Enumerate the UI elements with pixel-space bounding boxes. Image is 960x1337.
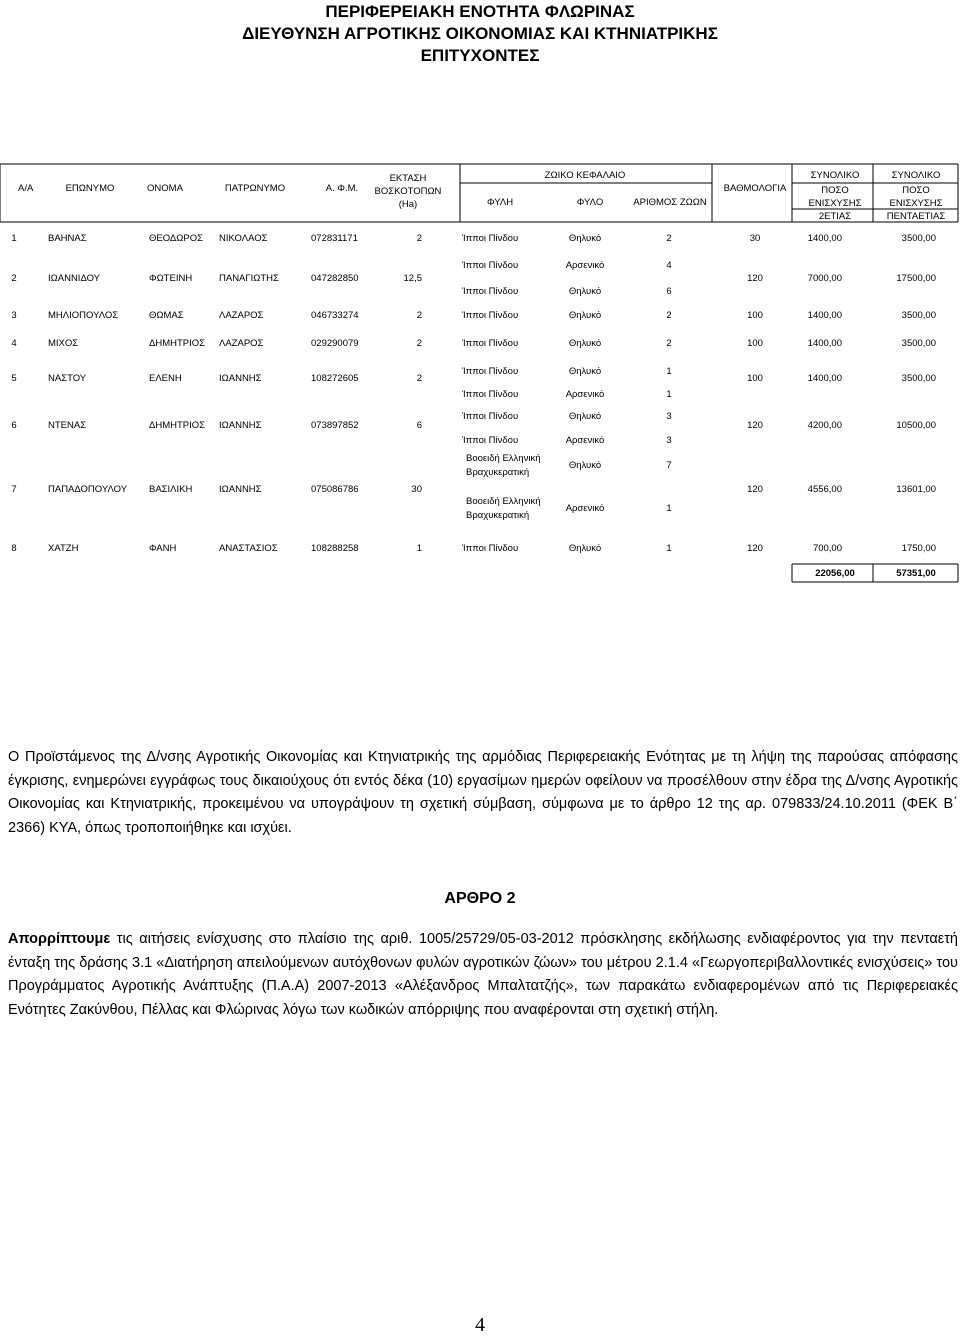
total-2year-cell: 1400,00 — [807, 310, 842, 321]
col-sex-header: ΦΥΛΟ — [576, 197, 604, 208]
surname-cell: ΠΑΠΑΔΟΠΟΥΛΟΥ — [48, 484, 128, 495]
total-2year-cell: 1400,00 — [807, 338, 842, 349]
approval-paragraph: Ο Προϊστάμενος της Δ/νσης Αγροτικής Οικονομίας και Κτηνιατρικής της αρμόδιας Περιφερειακής Ενότητας με τη λήψη της παρούσας απόφασης έγκρισης, ενημερώνει εγγράφως τους δικαιούχους ότι εντός δέκα (10) εργασίμων ημερών οφείλουν να προσέλθουν στην έδρα της Δ/νσης Αγροτικής Οικονομίας και Κτηνιατρικής, προκειμένου να υπογράψουν τη σχετική σύμβαση, σύμφωνα με το άρθρο 12 της αρ. 079833/24.10.2011 (ΦΕΚ Β΄ 2366) ΚΥΑ, όπως τροποποιήθηκε και ισχύει. — [8, 749, 958, 836]
sex-cell: Θηλυκό — [568, 310, 602, 321]
col-name-header: ΟΝΟΜΑ — [147, 183, 183, 194]
total-2year-cell: 1400,00 — [807, 373, 842, 384]
score-cell: 100 — [747, 373, 763, 384]
header-directorate: ΔΙΕΥΘΥΝΣΗ ΑΓΡΟΤΙΚΗΣ ΟΙΚΟΝΟΜΙΑΣ ΚΑΙ ΚΤΗΝΙΑΤΡΙΚΗΣ — [242, 24, 718, 43]
name-cell: ΒΑΣΙΛΙΚΗ — [149, 484, 193, 495]
name-cell: ΘΕΟΔΩΡΟΣ — [149, 233, 203, 244]
col-total5-header-1: ΣΥΝΟΛΙΚΟ — [891, 170, 941, 181]
score-cell: 30 — [749, 233, 761, 244]
surname-cell: ΧΑΤΖΗ — [48, 543, 79, 554]
father-cell: ΙΩΑΝΝΗΣ — [219, 484, 262, 495]
col-total2-header-4: 2ΕΤΙΑΣ — [818, 211, 852, 222]
afm-cell: 072831171 — [311, 233, 358, 244]
afm-cell: 046733274 — [311, 310, 359, 321]
col-afm-header: Α. Φ.Μ. — [325, 183, 359, 194]
father-cell: ΑΝΑΣΤΑΣΙΟΣ — [219, 543, 278, 554]
col-area-header-1: ΕΚΤΑΣΗ — [389, 173, 427, 184]
name-cell: ΦΩΤΕΙΝΗ — [149, 273, 193, 284]
col-total2-header-1: ΣΥΝΟΛΙΚΟ — [810, 170, 860, 181]
area-cell: 2 — [416, 233, 422, 244]
surname-cell: ΜΗΛΙΟΠΟΥΛΟΣ — [48, 310, 119, 321]
col-aa-header: Α/Α — [18, 183, 34, 194]
row-number: 3 — [11, 310, 17, 321]
sex-cell: Αρσενικό — [565, 503, 605, 514]
count-cell: 3 — [666, 411, 672, 422]
count-cell: 1 — [666, 503, 672, 514]
father-cell: ΙΩΑΝΝΗΣ — [219, 420, 262, 431]
sex-cell: Θηλυκό — [568, 338, 602, 349]
score-cell: 120 — [747, 484, 763, 495]
breed-cell: Βοοειδή Ελληνική — [466, 453, 541, 464]
total-5year-cell: 3500,00 — [901, 338, 936, 349]
area-cell: 6 — [416, 420, 422, 431]
row-number: 2 — [11, 273, 17, 284]
total-5year-cell: 3500,00 — [901, 310, 936, 321]
grand-total-2year: 22056,00 — [815, 568, 855, 579]
col-total5-header-3: ΕΝΙΣΧΥΣΗΣ — [889, 198, 943, 209]
header-successful: ΕΠΙΤΥΧΟΝΤΕΣ — [420, 46, 540, 65]
total-2year-cell: 1400,00 — [807, 233, 842, 244]
col-total2-header-3: ΕΝΙΣΧΥΣΗΣ — [808, 198, 862, 209]
col-area-header-3: (Ηa) — [398, 199, 418, 210]
area-cell: 12,5 — [403, 273, 422, 284]
total-5year-cell: 17500,00 — [896, 273, 936, 284]
sex-cell: Θηλυκό — [568, 286, 602, 297]
afm-cell: 108288258 — [311, 543, 359, 554]
afm-cell: 073897852 — [311, 420, 359, 431]
afm-cell: 108272605 — [311, 373, 359, 384]
afm-cell: 075086786 — [311, 484, 359, 495]
father-cell: ΛΑΖΑΡΟΣ — [219, 310, 264, 321]
name-cell: ΕΛΕΝΗ — [149, 373, 182, 384]
total-5year-cell: 13601,00 — [896, 484, 936, 495]
count-cell: 2 — [666, 310, 672, 321]
area-cell: 1 — [416, 543, 422, 554]
col-total2-header-2: ΠΟΣΟ — [821, 185, 849, 196]
rejection-text: τις αιτήσεις ενίσχυσης στο πλαίσιο της αριθ. 1005/25729/05-03-2012 πρόσκλησης εκδήλωσης ενδιαφέροντος για την πενταετή ένταξη της δράσης 3.1 «Διατήρηση απειλούμενων αυτόχθονων φυλών αγροτικών ζώων» του μέτρου 2.1.4 «Γεωργοπεριβαλλοντικές ενισχύσεις» του Προγράμματος Αγροτικής Ανάπτυξης (Π.Α.Α) 2007-2013 «Αλέξανδρος Μπαλτατζής», των παρακάτω ενδιαφερομένων από τις Περιφερειακές Ενότητες Ζακύνθου, Πέλλας και Φλώρινας λόγω των κωδικών απόρριψης που αναφέρονται στη σχετική στήλη. — [8, 931, 958, 1018]
table-body — [11, 233, 936, 554]
breed-cell: Ίπποι Πίνδου — [462, 260, 519, 271]
total-5year-cell: 10500,00 — [896, 420, 936, 431]
count-cell: 7 — [666, 460, 672, 471]
surname-cell: ΙΩΑΝΝΙΔΟΥ — [48, 273, 101, 284]
count-cell: 4 — [666, 260, 672, 271]
row-number: 5 — [11, 373, 17, 384]
sex-cell: Θηλυκό — [568, 543, 602, 554]
rejection-verb: Απορρίπτουμε — [8, 931, 111, 947]
col-total5-header-2: ΠΟΣΟ — [902, 185, 930, 196]
total-2year-cell: 700,00 — [812, 543, 842, 554]
grand-total-5year: 57351,00 — [896, 568, 936, 579]
col-area-header-2: ΒΟΣΚΟΤΟΠΩΝ — [374, 186, 442, 197]
total-2year-cell: 7000,00 — [807, 273, 842, 284]
breed-cell: Ίπποι Πίνδου — [462, 435, 519, 446]
count-cell: 2 — [666, 233, 672, 244]
total-2year-cell: 4200,00 — [807, 420, 842, 431]
area-cell: 2 — [416, 373, 422, 384]
afm-cell: 047282850 — [311, 273, 359, 284]
rejection-paragraph — [8, 928, 958, 1022]
breed-cell: Ίπποι Πίνδου — [462, 411, 519, 422]
sex-cell: Θηλυκό — [568, 366, 602, 377]
surname-cell: ΜΙΧΟΣ — [48, 338, 79, 349]
sex-cell: Αρσενικό — [565, 260, 605, 271]
father-cell: ΝΙΚΟΛΑΟΣ — [219, 233, 268, 244]
col-total5-header-4: ΠΕΝΤΑΕΤΙΑΣ — [886, 211, 946, 222]
breed-cell: Ίπποι Πίνδου — [462, 366, 519, 377]
col-father-header: ΠΑΤΡΩΝΥΜΟ — [224, 183, 286, 194]
count-cell: 6 — [666, 286, 672, 297]
area-cell: 2 — [416, 338, 422, 349]
count-cell: 3 — [666, 435, 672, 446]
father-cell: ΠΑΝΑΓΙΩΤΗΣ — [219, 273, 279, 284]
name-cell: ΦΑΝΗ — [149, 543, 177, 554]
breed-cell: Ίπποι Πίνδου — [462, 233, 519, 244]
father-cell: ΙΩΑΝΝΗΣ — [219, 373, 262, 384]
col-breed-header: ΦΥΛΗ — [486, 197, 514, 208]
col-score-header: ΒΑΘΜΟΛΟΓΙΑ — [723, 183, 787, 194]
breed-cell: Βραχυκερατική — [466, 510, 530, 521]
col-count-header: ΑΡΙΘΜΟΣ ΖΩΩΝ — [633, 197, 707, 208]
breed-cell: Βραχυκερατική — [466, 467, 530, 478]
total-2year-cell: 4556,00 — [807, 484, 842, 495]
score-cell: 100 — [747, 338, 763, 349]
sex-cell: Αρσενικό — [565, 389, 605, 400]
total-5year-cell: 3500,00 — [901, 233, 936, 244]
row-number: 6 — [11, 420, 17, 431]
breed-cell: Βοοειδή Ελληνική — [466, 496, 541, 507]
col-surname-header: ΕΠΩΝΥΜΟ — [65, 183, 115, 194]
sex-cell: Αρσενικό — [565, 435, 605, 446]
count-cell: 2 — [666, 338, 672, 349]
col-capital-header: ΖΩΙΚΟ ΚΕΦΑΛΑΙΟ — [544, 170, 626, 181]
name-cell: ΘΩΜΑΣ — [149, 310, 184, 321]
breed-cell: Ίπποι Πίνδου — [462, 389, 519, 400]
total-5year-cell: 1750,00 — [901, 543, 936, 554]
surname-cell: ΝΑΣΤΟΥ — [48, 373, 87, 384]
total-5year-cell: 3500,00 — [901, 373, 936, 384]
table-header — [18, 170, 945, 222]
name-cell: ΔΗΜΗΤΡΙΟΣ — [149, 338, 206, 349]
name-cell: ΔΗΜΗΤΡΙΟΣ — [149, 420, 206, 431]
row-number: 7 — [11, 484, 17, 495]
sex-cell: Θηλυκό — [568, 411, 602, 422]
row-number: 1 — [11, 233, 17, 244]
row-number: 4 — [11, 338, 17, 349]
count-cell: 1 — [666, 389, 672, 400]
father-cell: ΛΑΖΑΡΟΣ — [219, 338, 264, 349]
afm-cell: 029290079 — [311, 338, 359, 349]
area-cell: 30 — [411, 484, 422, 495]
article-2-title: ΑΡΘΡΟ 2 — [444, 890, 516, 907]
row-number: 8 — [11, 543, 17, 554]
totals-row — [815, 568, 936, 579]
breed-cell: Ίπποι Πίνδου — [462, 543, 519, 554]
breed-cell: Ίπποι Πίνδου — [462, 310, 519, 321]
beneficiaries-table — [0, 0, 960, 600]
count-cell: 1 — [666, 543, 672, 554]
page-number: 4 — [475, 1314, 485, 1336]
breed-cell: Ίπποι Πίνδου — [462, 338, 519, 349]
surname-cell: ΒΑΗΝΑΣ — [48, 233, 87, 244]
header-region: ΠΕΡΙΦΕΡΕΙΑΚΗ ΕΝΟΤΗΤΑ ΦΛΩΡΙΝΑΣ — [325, 2, 635, 21]
area-cell: 2 — [416, 310, 422, 321]
score-cell: 120 — [747, 420, 763, 431]
sex-cell: Θηλυκό — [568, 460, 602, 471]
count-cell: 1 — [666, 366, 672, 377]
score-cell: 120 — [747, 543, 763, 554]
score-cell: 100 — [747, 310, 763, 321]
surname-cell: ΝΤΕΝΑΣ — [48, 420, 87, 431]
sex-cell: Θηλυκό — [568, 233, 602, 244]
score-cell: 120 — [747, 273, 763, 284]
breed-cell: Ίπποι Πίνδου — [462, 286, 519, 297]
